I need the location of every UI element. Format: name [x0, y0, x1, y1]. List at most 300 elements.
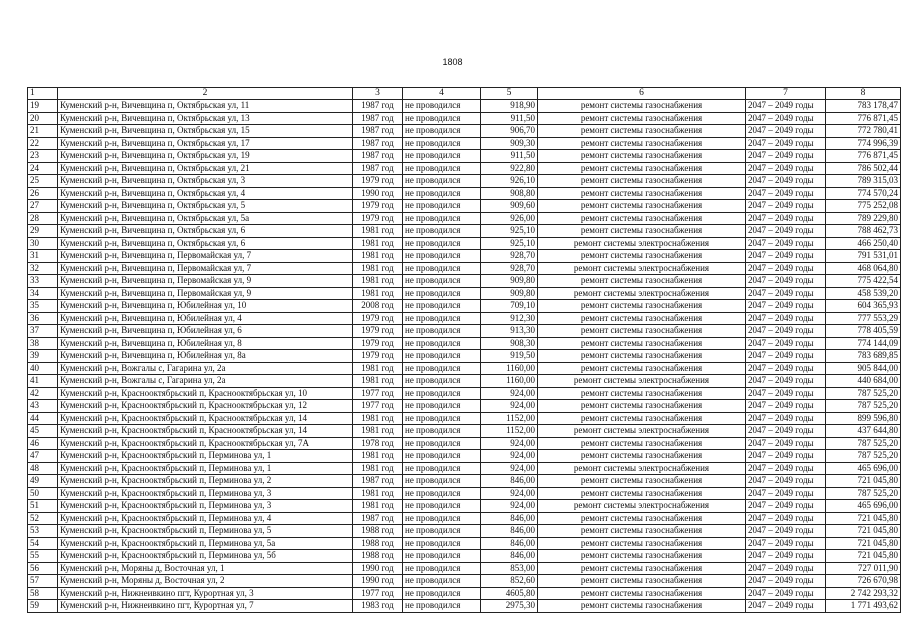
period-cell: 2047 – 2049 годы: [746, 275, 826, 288]
row-number: 30: [28, 237, 58, 250]
work-type-cell: ремонт системы газоснабжения: [538, 112, 746, 125]
address-cell: Куменский р-н, Краснооктябрьский п, Перминова ул, 1: [58, 450, 353, 463]
work-type-cell: ремонт системы газоснабжения: [538, 200, 746, 213]
area-cell: 924,00: [481, 462, 538, 475]
work-type-cell: ремонт системы электроснабжения: [538, 462, 746, 475]
row-number: 28: [28, 212, 58, 225]
period-cell: 2047 – 2049 годы: [746, 425, 826, 438]
year-cell: 1981 год: [353, 287, 403, 300]
year-cell: 1979 год: [353, 337, 403, 350]
table-row: [28, 512, 901, 525]
row-number: 53: [28, 525, 58, 538]
year-cell: 1978 год: [353, 437, 403, 450]
cost-cell: 783 178,47: [826, 100, 901, 113]
cost-cell: 778 405,59: [826, 325, 901, 338]
work-type-cell: ремонт системы газоснабжения: [538, 275, 746, 288]
area-cell: 911,50: [481, 150, 538, 163]
year-cell: 1981 год: [353, 275, 403, 288]
period-cell: 2047 – 2049 годы: [746, 587, 826, 600]
row-number: 45: [28, 425, 58, 438]
work-type-cell: ремонт системы газоснабжения: [538, 512, 746, 525]
area-cell: 909,60: [481, 200, 538, 213]
table-row: [28, 187, 901, 200]
year-cell: 1981 год: [353, 500, 403, 513]
row-number: 35: [28, 300, 58, 313]
table-row: [28, 150, 901, 163]
address-cell: Куменский р-н, Вичевщина п, Октябрьская ул, 15: [58, 125, 353, 138]
status-cell: не проводился: [403, 525, 481, 538]
table-row: [28, 162, 901, 175]
row-number: 41: [28, 375, 58, 388]
row-number: 59: [28, 600, 58, 613]
year-cell: 1979 год: [353, 175, 403, 188]
area-cell: 924,00: [481, 487, 538, 500]
row-number: 40: [28, 362, 58, 375]
address-cell: Куменский р-н, Вичевщина п, Юбилейная ул, 10: [58, 300, 353, 313]
row-number: 31: [28, 250, 58, 263]
cost-cell: 437 644,80: [826, 425, 901, 438]
row-number: 47: [28, 450, 58, 463]
row-number: 32: [28, 262, 58, 275]
area-cell: 911,50: [481, 112, 538, 125]
row-number: 26: [28, 187, 58, 200]
address-cell: Куменский р-н, Вичевщина п, Юбилейная ул, 6: [58, 325, 353, 338]
cost-cell: 721 045,80: [826, 475, 901, 488]
row-number: 34: [28, 287, 58, 300]
address-cell: Куменский р-н, Вичевщина п, Юбилейная ул, 8: [58, 337, 353, 350]
area-cell: 846,00: [481, 537, 538, 550]
period-cell: 2047 – 2049 годы: [746, 462, 826, 475]
address-cell: Куменский р-н, Краснооктябрьский п, Краснооктябрьская ул, 7А: [58, 437, 353, 450]
table-row: [28, 437, 901, 450]
area-cell: 1160,00: [481, 362, 538, 375]
table-row: [28, 350, 901, 363]
table-header-row: [28, 88, 901, 100]
cost-cell: 775 422,54: [826, 275, 901, 288]
status-cell: не проводился: [403, 150, 481, 163]
table-body: [28, 100, 901, 613]
year-cell: 1977 год: [353, 587, 403, 600]
cost-cell: 787 525,20: [826, 400, 901, 413]
status-cell: не проводился: [403, 262, 481, 275]
work-type-cell: ремонт системы газоснабжения: [538, 225, 746, 238]
table-row: [28, 262, 901, 275]
period-cell: 2047 – 2049 годы: [746, 387, 826, 400]
area-cell: 852,60: [481, 575, 538, 588]
address-cell: Куменский р-н, Краснооктябрьский п, Перминова ул, 5а: [58, 537, 353, 550]
work-type-cell: ремонт системы газоснабжения: [538, 100, 746, 113]
work-type-cell: ремонт системы газоснабжения: [538, 550, 746, 563]
address-cell: Куменский р-н, Нижнеивкино пгт, Курортная ул, 3: [58, 587, 353, 600]
row-number: 29: [28, 225, 58, 238]
status-cell: не проводился: [403, 287, 481, 300]
year-cell: 1979 год: [353, 200, 403, 213]
cost-cell: 789 229,80: [826, 212, 901, 225]
status-cell: не проводился: [403, 587, 481, 600]
area-cell: 846,00: [481, 550, 538, 563]
cost-cell: 788 462,73: [826, 225, 901, 238]
table-row: [28, 537, 901, 550]
column-header: 8: [826, 88, 901, 100]
cost-cell: 789 315,03: [826, 175, 901, 188]
row-number: 42: [28, 387, 58, 400]
area-cell: 1160,00: [481, 375, 538, 388]
status-cell: не проводился: [403, 350, 481, 363]
address-cell: Куменский р-н, Краснооктябрьский п, Перминова ул, 3: [58, 500, 353, 513]
area-cell: 906,70: [481, 125, 538, 138]
period-cell: 2047 – 2049 годы: [746, 337, 826, 350]
work-type-cell: ремонт системы газоснабжения: [538, 312, 746, 325]
period-cell: 2047 – 2049 годы: [746, 212, 826, 225]
table-row: [28, 275, 901, 288]
work-type-cell: ремонт системы газоснабжения: [538, 575, 746, 588]
status-cell: не проводился: [403, 450, 481, 463]
status-cell: не проводился: [403, 487, 481, 500]
year-cell: 1987 год: [353, 100, 403, 113]
status-cell: не проводился: [403, 600, 481, 613]
table-row: [28, 462, 901, 475]
address-cell: Куменский р-н, Краснооктябрьский п, Краснооктябрьская ул, 14: [58, 425, 353, 438]
table-row: [28, 600, 901, 613]
year-cell: 1979 год: [353, 212, 403, 225]
address-cell: Куменский р-н, Краснооктябрьский п, Краснооктябрьская ул, 12: [58, 400, 353, 413]
address-cell: Куменский р-н, Вичевщина п, Первомайская ул, 7: [58, 250, 353, 263]
year-cell: 1981 год: [353, 237, 403, 250]
cost-cell: 726 670,98: [826, 575, 901, 588]
row-number: 51: [28, 500, 58, 513]
table-row: [28, 550, 901, 563]
period-cell: 2047 – 2049 годы: [746, 325, 826, 338]
address-cell: Куменский р-н, Вичевщина п, Октябрьская ул, 17: [58, 137, 353, 150]
table-row: [28, 250, 901, 263]
table-row: [28, 312, 901, 325]
year-cell: 1988 год: [353, 537, 403, 550]
address-cell: Куменский р-н, Вичевщина п, Октябрьская ул, 6: [58, 225, 353, 238]
year-cell: 1988 год: [353, 525, 403, 538]
table-row: [28, 300, 901, 313]
cost-cell: 721 045,80: [826, 525, 901, 538]
page-number: 1808: [442, 57, 463, 67]
work-type-cell: ремонт системы газоснабжения: [538, 187, 746, 200]
period-cell: 2047 – 2049 годы: [746, 175, 826, 188]
year-cell: 1987 год: [353, 125, 403, 138]
address-cell: Куменский р-н, Вожгалы с, Гагарина ул, 2а: [58, 375, 353, 388]
status-cell: не проводился: [403, 550, 481, 563]
year-cell: 1983 год: [353, 600, 403, 613]
area-cell: 926,10: [481, 175, 538, 188]
area-cell: 924,00: [481, 450, 538, 463]
period-cell: 2047 – 2049 годы: [746, 437, 826, 450]
year-cell: 1981 год: [353, 362, 403, 375]
year-cell: 1981 год: [353, 262, 403, 275]
address-cell: Куменский р-н, Вичевщина п, Октябрьская ул, 19: [58, 150, 353, 163]
status-cell: не проводился: [403, 387, 481, 400]
status-cell: не проводился: [403, 137, 481, 150]
row-number: 38: [28, 337, 58, 350]
period-cell: 2047 – 2049 годы: [746, 562, 826, 575]
period-cell: 2047 – 2049 годы: [746, 525, 826, 538]
cost-cell: 774 144,09: [826, 337, 901, 350]
status-cell: не проводился: [403, 325, 481, 338]
address-cell: Куменский р-н, Вичевщина п, Первомайская ул, 7: [58, 262, 353, 275]
area-cell: 1152,00: [481, 425, 538, 438]
cost-cell: 777 553,29: [826, 312, 901, 325]
status-cell: не проводился: [403, 412, 481, 425]
status-cell: не проводился: [403, 100, 481, 113]
year-cell: 1981 год: [353, 462, 403, 475]
work-type-cell: ремонт системы газоснабжения: [538, 300, 746, 313]
area-cell: 912,30: [481, 312, 538, 325]
address-cell: Куменский р-н, Вичевщина п, Первомайская ул, 9: [58, 287, 353, 300]
period-cell: 2047 – 2049 годы: [746, 500, 826, 513]
table-row: [28, 200, 901, 213]
address-cell: Куменский р-н, Краснооктябрьский п, Перминова ул, 5: [58, 525, 353, 538]
area-cell: 925,10: [481, 237, 538, 250]
column-header: 4: [403, 88, 481, 100]
address-cell: Куменский р-н, Краснооктябрьский п, Перминова ул, 1: [58, 462, 353, 475]
column-header: 3: [353, 88, 403, 100]
address-cell: Куменский р-н, Моряны д, Восточная ул, 2: [58, 575, 353, 588]
area-cell: 909,80: [481, 287, 538, 300]
cost-cell: 775 252,08: [826, 200, 901, 213]
year-cell: 1979 год: [353, 325, 403, 338]
row-number: 37: [28, 325, 58, 338]
row-number: 55: [28, 550, 58, 563]
cost-cell: 786 502,44: [826, 162, 901, 175]
work-type-cell: ремонт системы газоснабжения: [538, 362, 746, 375]
cost-cell: 783 689,85: [826, 350, 901, 363]
period-cell: 2047 – 2049 годы: [746, 312, 826, 325]
row-number: 19: [28, 100, 58, 113]
address-cell: Куменский р-н, Нижнеивкино пгт, Курортная ул, 7: [58, 600, 353, 613]
cost-cell: 791 531,01: [826, 250, 901, 263]
area-cell: 909,80: [481, 275, 538, 288]
work-type-cell: ремонт системы газоснабжения: [538, 250, 746, 263]
work-type-cell: ремонт системы электроснабжения: [538, 237, 746, 250]
work-type-cell: ремонт системы газоснабжения: [538, 437, 746, 450]
table-row: [28, 475, 901, 488]
cost-cell: 604 365,93: [826, 300, 901, 313]
cost-cell: 1 771 493,62: [826, 600, 901, 613]
table-row: [28, 450, 901, 463]
work-type-cell: ремонт системы газоснабжения: [538, 487, 746, 500]
address-cell: Куменский р-н, Вичевщина п, Первомайская ул, 9: [58, 275, 353, 288]
table-row: [28, 375, 901, 388]
row-number: 21: [28, 125, 58, 138]
address-cell: Куменский р-н, Вичевщина п, Октябрьская ул, 11: [58, 100, 353, 113]
year-cell: 1987 год: [353, 162, 403, 175]
row-number: 44: [28, 412, 58, 425]
year-cell: 1981 год: [353, 412, 403, 425]
table-row: [28, 387, 901, 400]
column-header: 7: [746, 88, 826, 100]
table-row: [28, 112, 901, 125]
row-number: 46: [28, 437, 58, 450]
address-cell: Куменский р-н, Краснооктябрьский п, Перминова ул, 2: [58, 475, 353, 488]
status-cell: не проводился: [403, 375, 481, 388]
area-cell: 928,70: [481, 262, 538, 275]
area-cell: 924,00: [481, 437, 538, 450]
cost-cell: 721 045,80: [826, 512, 901, 525]
table-row: [28, 525, 901, 538]
cost-cell: 905 844,00: [826, 362, 901, 375]
year-cell: 1979 год: [353, 312, 403, 325]
cost-cell: 2 742 293,32: [826, 587, 901, 600]
period-cell: 2047 – 2049 годы: [746, 600, 826, 613]
cost-cell: 787 525,20: [826, 487, 901, 500]
status-cell: не проводился: [403, 312, 481, 325]
row-number: 22: [28, 137, 58, 150]
status-cell: не проводился: [403, 462, 481, 475]
area-cell: 846,00: [481, 475, 538, 488]
area-cell: 918,90: [481, 100, 538, 113]
period-cell: 2047 – 2049 годы: [746, 112, 826, 125]
status-cell: не проводился: [403, 162, 481, 175]
area-cell: 924,00: [481, 500, 538, 513]
cost-cell: 776 871,45: [826, 112, 901, 125]
work-type-cell: ремонт системы газоснабжения: [538, 175, 746, 188]
year-cell: 1988 год: [353, 550, 403, 563]
status-cell: не проводился: [403, 112, 481, 125]
cost-cell: 774 996,39: [826, 137, 901, 150]
address-cell: Куменский р-н, Вичевщина п, Юбилейная ул, 8а: [58, 350, 353, 363]
table-row: [28, 225, 901, 238]
period-cell: 2047 – 2049 годы: [746, 537, 826, 550]
period-cell: 2047 – 2049 годы: [746, 200, 826, 213]
period-cell: 2047 – 2049 годы: [746, 487, 826, 500]
area-cell: 709,10: [481, 300, 538, 313]
row-number: 48: [28, 462, 58, 475]
area-cell: 846,00: [481, 512, 538, 525]
work-type-cell: ремонт системы газоснабжения: [538, 387, 746, 400]
address-cell: Куменский р-н, Вичевщина п, Октябрьская ул, 4: [58, 187, 353, 200]
table-row: [28, 212, 901, 225]
address-cell: Куменский р-н, Вичевщина п, Октябрьская ул, 5а: [58, 212, 353, 225]
year-cell: 1987 год: [353, 112, 403, 125]
row-number: 25: [28, 175, 58, 188]
status-cell: не проводился: [403, 300, 481, 313]
status-cell: не проводился: [403, 212, 481, 225]
row-number: 43: [28, 400, 58, 413]
status-cell: не проводился: [403, 187, 481, 200]
area-cell: 908,30: [481, 337, 538, 350]
row-number: 27: [28, 200, 58, 213]
year-cell: 1981 год: [353, 250, 403, 263]
work-type-cell: ремонт системы электроснабжения: [538, 375, 746, 388]
row-number: 23: [28, 150, 58, 163]
area-cell: 924,00: [481, 387, 538, 400]
period-cell: 2047 – 2049 годы: [746, 262, 826, 275]
period-cell: 2047 – 2049 годы: [746, 450, 826, 463]
status-cell: не проводился: [403, 400, 481, 413]
year-cell: 1990 год: [353, 562, 403, 575]
work-type-cell: ремонт системы газоснабжения: [538, 137, 746, 150]
work-type-cell: ремонт системы газоснабжения: [538, 562, 746, 575]
row-number: 36: [28, 312, 58, 325]
cost-cell: 466 250,40: [826, 237, 901, 250]
work-type-cell: ремонт системы газоснабжения: [538, 150, 746, 163]
table-row: [28, 412, 901, 425]
cost-cell: 465 696,00: [826, 462, 901, 475]
work-type-cell: ремонт системы газоснабжения: [538, 350, 746, 363]
area-cell: 913,30: [481, 325, 538, 338]
cost-cell: 776 871,45: [826, 150, 901, 163]
table-row: [28, 337, 901, 350]
period-cell: 2047 – 2049 годы: [746, 512, 826, 525]
work-type-cell: ремонт системы газоснабжения: [538, 400, 746, 413]
cost-cell: 787 525,20: [826, 387, 901, 400]
cost-cell: 772 780,41: [826, 125, 901, 138]
table-row: [28, 400, 901, 413]
period-cell: 2047 – 2049 годы: [746, 475, 826, 488]
cost-cell: 721 045,80: [826, 550, 901, 563]
year-cell: 1987 год: [353, 512, 403, 525]
period-cell: 2047 – 2049 годы: [746, 550, 826, 563]
year-cell: 2008 год: [353, 300, 403, 313]
period-cell: 2047 – 2049 годы: [746, 575, 826, 588]
status-cell: не проводился: [403, 537, 481, 550]
area-cell: 853,00: [481, 562, 538, 575]
area-cell: 908,80: [481, 187, 538, 200]
row-number: 56: [28, 562, 58, 575]
area-cell: 1152,00: [481, 412, 538, 425]
address-cell: Куменский р-н, Краснооктябрьский п, Перминова ул, 3: [58, 487, 353, 500]
area-cell: 926,00: [481, 212, 538, 225]
table-row: [28, 425, 901, 438]
period-cell: 2047 – 2049 годы: [746, 137, 826, 150]
year-cell: 1981 год: [353, 375, 403, 388]
period-cell: 2047 – 2049 годы: [746, 100, 826, 113]
address-cell: Куменский р-н, Вичевщина п, Октябрьская ул, 13: [58, 112, 353, 125]
address-cell: Куменский р-н, Вичевщина п, Октябрьская ул, 6: [58, 237, 353, 250]
area-cell: 4605,80: [481, 587, 538, 600]
row-number: 50: [28, 487, 58, 500]
status-cell: не проводился: [403, 250, 481, 263]
year-cell: 1981 год: [353, 487, 403, 500]
period-cell: 2047 – 2049 годы: [746, 125, 826, 138]
period-cell: 2047 – 2049 годы: [746, 250, 826, 263]
work-type-cell: ремонт системы газоснабжения: [538, 162, 746, 175]
cost-cell: 721 045,80: [826, 537, 901, 550]
work-type-cell: ремонт системы газоснабжения: [538, 337, 746, 350]
work-type-cell: ремонт системы газоснабжения: [538, 525, 746, 538]
period-cell: 2047 – 2049 годы: [746, 400, 826, 413]
period-cell: 2047 – 2049 годы: [746, 225, 826, 238]
cost-cell: 465 696,00: [826, 500, 901, 513]
table-row: [28, 587, 901, 600]
address-cell: Куменский р-н, Вичевщина п, Октябрьская ул, 5: [58, 200, 353, 213]
work-type-cell: ремонт системы газоснабжения: [538, 475, 746, 488]
area-cell: 919,50: [481, 350, 538, 363]
table-row: [28, 575, 901, 588]
row-number: 49: [28, 475, 58, 488]
year-cell: 1990 год: [353, 187, 403, 200]
status-cell: не проводился: [403, 275, 481, 288]
work-type-cell: ремонт системы газоснабжения: [538, 600, 746, 613]
status-cell: не проводился: [403, 437, 481, 450]
status-cell: не проводился: [403, 362, 481, 375]
address-cell: Куменский р-н, Краснооктябрьский п, Перминова ул, 4: [58, 512, 353, 525]
address-cell: Куменский р-н, Вичевщина п, Юбилейная ул, 4: [58, 312, 353, 325]
year-cell: 1981 год: [353, 450, 403, 463]
address-cell: Куменский р-н, Вожгалы с, Гагарина ул, 2а: [58, 362, 353, 375]
column-header: 5: [481, 88, 538, 100]
row-number: 57: [28, 575, 58, 588]
cost-cell: 774 570,24: [826, 187, 901, 200]
cost-cell: 468 064,80: [826, 262, 901, 275]
status-cell: не проводился: [403, 175, 481, 188]
year-cell: 1981 год: [353, 425, 403, 438]
